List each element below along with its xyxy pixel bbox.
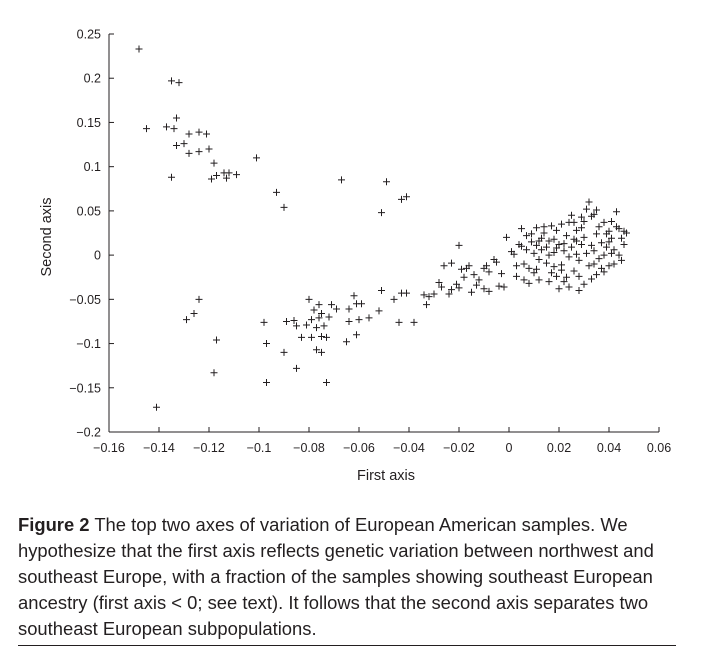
data-point bbox=[566, 283, 573, 290]
data-point bbox=[548, 222, 555, 229]
data-point bbox=[153, 404, 160, 411]
data-point bbox=[313, 324, 320, 331]
data-point bbox=[601, 219, 608, 226]
data-point bbox=[566, 253, 573, 260]
data-point bbox=[448, 260, 455, 267]
data-point bbox=[323, 334, 330, 341]
data-point bbox=[233, 171, 240, 178]
data-point bbox=[378, 209, 385, 216]
data-point bbox=[298, 334, 305, 341]
x-axis-label: First axis bbox=[357, 468, 415, 484]
data-point bbox=[186, 150, 193, 157]
data-point bbox=[568, 212, 575, 219]
data-point bbox=[568, 244, 575, 251]
data-point bbox=[173, 142, 180, 149]
figure-caption-label: Figure 2 bbox=[18, 514, 90, 535]
data-point bbox=[203, 130, 210, 137]
data-point bbox=[588, 275, 595, 282]
data-point bbox=[598, 239, 605, 246]
data-point bbox=[528, 230, 535, 237]
data-point bbox=[543, 260, 550, 267]
data-point bbox=[191, 310, 198, 317]
y-tick-label: 0.25 bbox=[76, 27, 101, 42]
data-point bbox=[558, 221, 565, 228]
data-point bbox=[321, 322, 328, 329]
data-point bbox=[293, 365, 300, 372]
x-tick-label: −0.06 bbox=[343, 441, 375, 455]
y-tick-label: −0.05 bbox=[69, 292, 101, 307]
data-point bbox=[578, 241, 585, 248]
data-point bbox=[196, 129, 203, 136]
data-point bbox=[328, 301, 335, 308]
data-point bbox=[596, 255, 603, 262]
data-point bbox=[556, 285, 563, 292]
data-point bbox=[403, 290, 410, 297]
data-point bbox=[351, 292, 358, 299]
y-axis-label: Second axis bbox=[39, 197, 55, 277]
data-point bbox=[308, 316, 315, 323]
data-point bbox=[563, 232, 570, 239]
data-point bbox=[486, 268, 493, 275]
data-point bbox=[613, 208, 620, 215]
data-point bbox=[441, 262, 448, 269]
data-point bbox=[576, 257, 583, 264]
x-tick-label: −0.02 bbox=[443, 441, 475, 455]
data-point bbox=[308, 334, 315, 341]
data-point bbox=[498, 270, 505, 277]
data-point bbox=[306, 296, 313, 303]
data-point bbox=[593, 271, 600, 278]
data-point bbox=[553, 273, 560, 280]
data-point bbox=[211, 160, 218, 167]
figure-caption-text: The top two axes of variation of European American samples. We hypothesize that the first axis reflects genetic variation between northwest and southeast Europe, with a fraction of the samples showing southeast European ancestry (first axis < 0; see text). It follows that the second axis separates two southeast European subpopulations. bbox=[18, 514, 654, 639]
data-point bbox=[181, 140, 188, 147]
data-point bbox=[353, 331, 360, 338]
data-point bbox=[526, 265, 533, 272]
data-point bbox=[323, 379, 330, 386]
data-point bbox=[501, 283, 508, 290]
data-point bbox=[513, 262, 520, 269]
data-point bbox=[173, 115, 180, 122]
data-point bbox=[523, 246, 530, 253]
x-tick-label: −0.04 bbox=[393, 441, 425, 455]
data-point bbox=[618, 235, 625, 242]
x-tick-label: −0.08 bbox=[293, 441, 325, 455]
data-point bbox=[263, 379, 270, 386]
data-point bbox=[396, 319, 403, 326]
data-point bbox=[581, 281, 588, 288]
data-point bbox=[333, 306, 340, 313]
data-point bbox=[601, 252, 608, 259]
data-points bbox=[136, 46, 631, 411]
data-point bbox=[583, 250, 590, 257]
x-tick-label: −0.1 bbox=[246, 441, 272, 455]
data-point bbox=[621, 241, 628, 248]
data-point bbox=[541, 223, 548, 230]
data-point bbox=[281, 349, 288, 356]
data-point bbox=[163, 123, 170, 130]
data-point bbox=[421, 291, 428, 298]
data-point bbox=[316, 301, 323, 308]
data-point bbox=[273, 189, 280, 196]
caption-divider bbox=[18, 645, 676, 646]
y-tick-label: 0 bbox=[94, 248, 101, 263]
data-point bbox=[356, 316, 363, 323]
x-tick-label: −0.16 bbox=[93, 441, 125, 455]
chart-axes bbox=[69, 28, 671, 456]
x-tick-label: 0.02 bbox=[546, 441, 572, 455]
data-point bbox=[376, 307, 383, 314]
data-point bbox=[546, 278, 553, 285]
y-tick-label: 0.05 bbox=[76, 204, 101, 219]
data-point bbox=[513, 273, 520, 280]
data-point bbox=[211, 369, 218, 376]
data-point bbox=[528, 238, 535, 245]
data-point bbox=[571, 219, 578, 226]
data-point bbox=[503, 234, 510, 241]
x-tick-label: 0.06 bbox=[646, 441, 672, 455]
data-point bbox=[213, 172, 220, 179]
data-point bbox=[551, 236, 558, 243]
y-tick-label: −0.1 bbox=[76, 337, 101, 352]
y-tick-label: 0.2 bbox=[83, 71, 101, 86]
data-point bbox=[468, 289, 475, 296]
data-point bbox=[536, 256, 543, 263]
data-point bbox=[521, 260, 528, 267]
data-point bbox=[611, 260, 618, 267]
y-tick-label: 0.15 bbox=[76, 115, 101, 130]
data-point bbox=[213, 337, 220, 344]
data-point bbox=[263, 340, 270, 347]
data-point bbox=[318, 333, 325, 340]
data-point bbox=[186, 130, 193, 137]
data-point bbox=[496, 283, 503, 290]
data-point bbox=[196, 148, 203, 155]
data-point bbox=[586, 199, 593, 206]
data-point bbox=[573, 251, 580, 258]
data-point bbox=[176, 79, 183, 86]
data-point bbox=[526, 280, 533, 287]
x-tick-label: 0 bbox=[505, 441, 513, 455]
data-point bbox=[583, 206, 590, 213]
data-point bbox=[168, 77, 175, 84]
data-point bbox=[456, 242, 463, 249]
data-point bbox=[581, 234, 588, 241]
data-point bbox=[533, 224, 540, 231]
data-point bbox=[461, 274, 468, 281]
x-tick-label: −0.14 bbox=[143, 441, 175, 455]
x-tick-label: −0.12 bbox=[193, 441, 225, 455]
data-point bbox=[596, 223, 603, 230]
data-point bbox=[576, 273, 583, 280]
figure-caption bbox=[18, 512, 678, 642]
data-point bbox=[283, 318, 290, 325]
data-point bbox=[593, 230, 600, 237]
data-point bbox=[536, 276, 543, 283]
data-point bbox=[608, 218, 615, 225]
data-point bbox=[206, 145, 213, 152]
data-point bbox=[281, 204, 288, 211]
data-point bbox=[523, 232, 530, 239]
data-point bbox=[548, 269, 555, 276]
x-tick-label: 0.04 bbox=[596, 441, 622, 455]
data-point bbox=[253, 154, 260, 161]
data-point bbox=[326, 314, 333, 321]
data-point bbox=[458, 266, 465, 273]
data-point bbox=[558, 267, 565, 274]
data-point bbox=[358, 300, 365, 307]
data-point bbox=[561, 247, 568, 254]
data-point bbox=[391, 296, 398, 303]
data-point bbox=[531, 250, 538, 257]
data-point bbox=[586, 262, 593, 269]
data-point bbox=[343, 338, 350, 345]
data-point bbox=[411, 319, 418, 326]
data-point bbox=[366, 314, 373, 321]
data-point bbox=[591, 260, 598, 267]
data-point bbox=[168, 174, 175, 181]
data-point bbox=[183, 316, 190, 323]
data-point bbox=[378, 287, 385, 294]
data-point bbox=[551, 263, 558, 270]
data-point bbox=[383, 178, 390, 185]
y-tick-label: −0.2 bbox=[76, 425, 101, 440]
data-point bbox=[346, 306, 353, 313]
data-point bbox=[571, 268, 578, 275]
data-point bbox=[606, 262, 613, 269]
data-point bbox=[518, 225, 525, 232]
data-point bbox=[303, 321, 310, 328]
data-point bbox=[261, 319, 268, 326]
data-point bbox=[546, 237, 553, 244]
data-point bbox=[576, 287, 583, 294]
y-tick-label: −0.15 bbox=[69, 381, 101, 396]
data-point bbox=[136, 46, 143, 53]
data-point bbox=[311, 306, 318, 313]
y-tick-label: 0.1 bbox=[83, 160, 101, 175]
data-point bbox=[171, 125, 178, 132]
data-point bbox=[196, 296, 203, 303]
data-point bbox=[521, 276, 528, 283]
data-point bbox=[338, 176, 345, 183]
data-point bbox=[143, 125, 150, 132]
data-point bbox=[423, 301, 430, 308]
data-point bbox=[553, 227, 560, 234]
data-point bbox=[471, 271, 478, 278]
data-point bbox=[561, 240, 568, 247]
data-point bbox=[208, 176, 215, 183]
data-point bbox=[346, 318, 353, 325]
